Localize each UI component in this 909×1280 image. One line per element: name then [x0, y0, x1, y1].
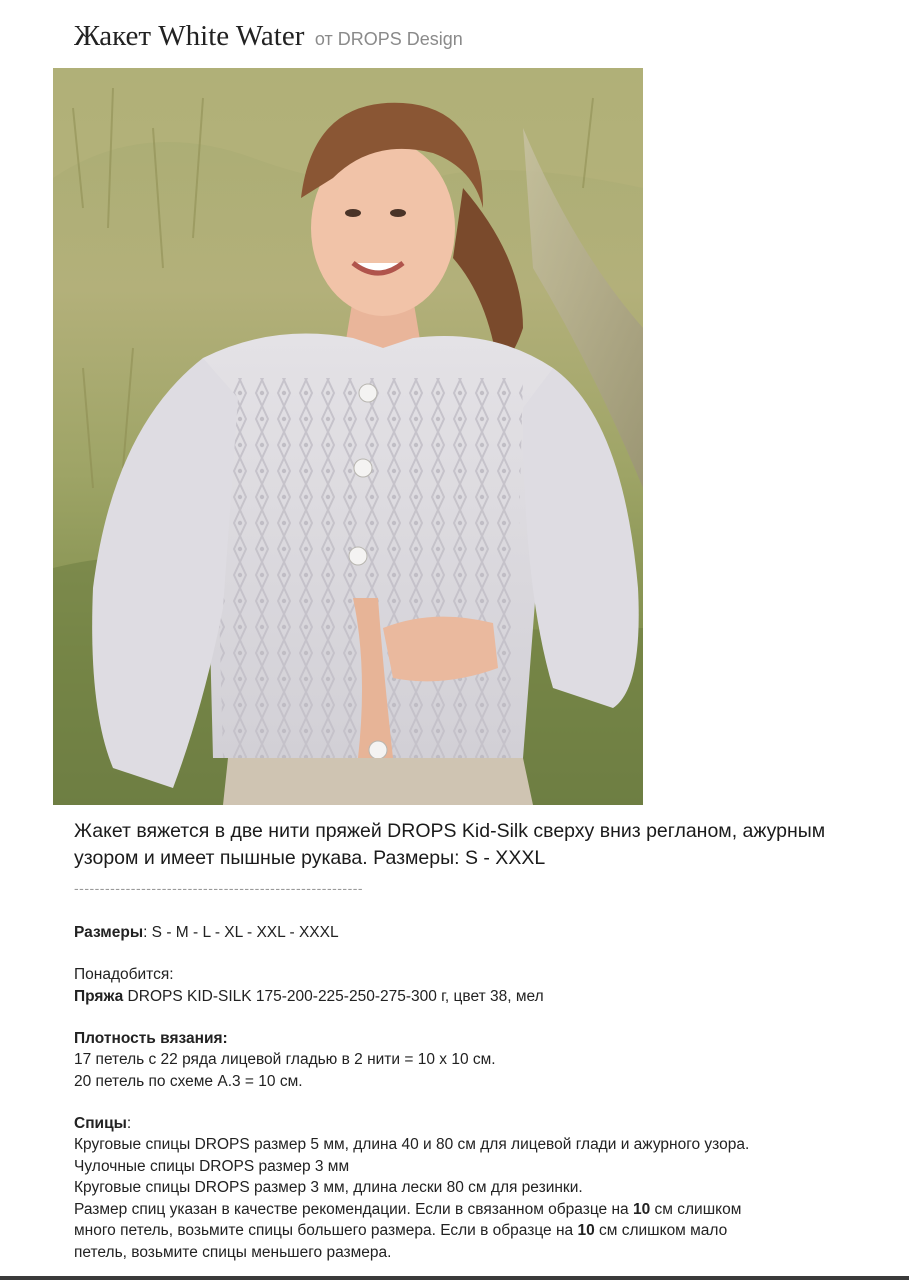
separator-line: -------------------------------------------------------- — [74, 880, 364, 896]
page-title — [74, 20, 463, 53]
yarn-label: Пряжа — [74, 988, 124, 1005]
title-subtitle: от DROPS Design — [314, 29, 463, 49]
sizes-line — [74, 922, 339, 944]
yarn-line — [74, 986, 544, 1008]
needles-line-5 — [74, 1220, 727, 1242]
intro-text: Жакет вяжется в две нити пряжей DROPS Kid-Silk сверху вниз регланом, ажурным узором и имеет пышные рукава. Размеры: S - XXXL — [74, 820, 826, 869]
needles-line-4 — [74, 1199, 741, 1221]
needles-line-5a: много петель, возьмите спицы большего размера. Если в образце на — [74, 1222, 578, 1239]
needles-heading — [74, 1113, 131, 1135]
sizes-label: Размеры — [74, 924, 144, 941]
needles-line-4c: см слишком — [650, 1201, 742, 1218]
needles-line-4b: 10 — [632, 1201, 651, 1218]
sizes-value: : S - M - L - XL - XXL - XXXL — [143, 924, 339, 941]
title-main: Жакет White Water — [74, 20, 305, 52]
bottom-rule — [0, 1276, 909, 1280]
materials-heading: Понадобится: — [74, 966, 174, 983]
yarn-value: DROPS KID-SILK 175-200-225-250-275-300 г, цвет 38, мел — [123, 988, 544, 1005]
needles-line-3: Круговые спицы DROPS размер 3 мм, длина лески 80 см для резинки. — [74, 1179, 583, 1196]
product-photo — [53, 68, 643, 805]
needles-line-5c: см слишком мало — [594, 1222, 728, 1239]
needles-line-6: петель, возьмите спицы меньшего размера. — [74, 1244, 392, 1261]
needles-heading-suffix: : — [126, 1115, 132, 1132]
gauge-line-2: 20 петель по схеме А.3 = 10 см. — [74, 1073, 303, 1090]
needles-heading-text: Спицы — [74, 1115, 127, 1132]
woman-wearing-cardigan-photo — [53, 68, 643, 805]
needles-line-5b: 10 — [577, 1222, 595, 1239]
needles-line-1: Круговые спицы DROPS размер 5 мм, длина 40 и 80 см для лицевой глади и ажурного узора. — [74, 1136, 750, 1153]
needles-line-4a: Размер спиц указан в качестве рекомендации. Если в связанном образце на — [74, 1201, 633, 1218]
gauge-heading — [74, 1028, 228, 1050]
gauge-heading-text: Плотность вязания: — [74, 1030, 228, 1047]
gauge-line-1: 17 петель с 22 ряда лицевой гладью в 2 нити = 10 х 10 см. — [74, 1051, 496, 1068]
needles-line-2: Чулочные спицы DROPS размер 3 мм — [74, 1158, 350, 1175]
